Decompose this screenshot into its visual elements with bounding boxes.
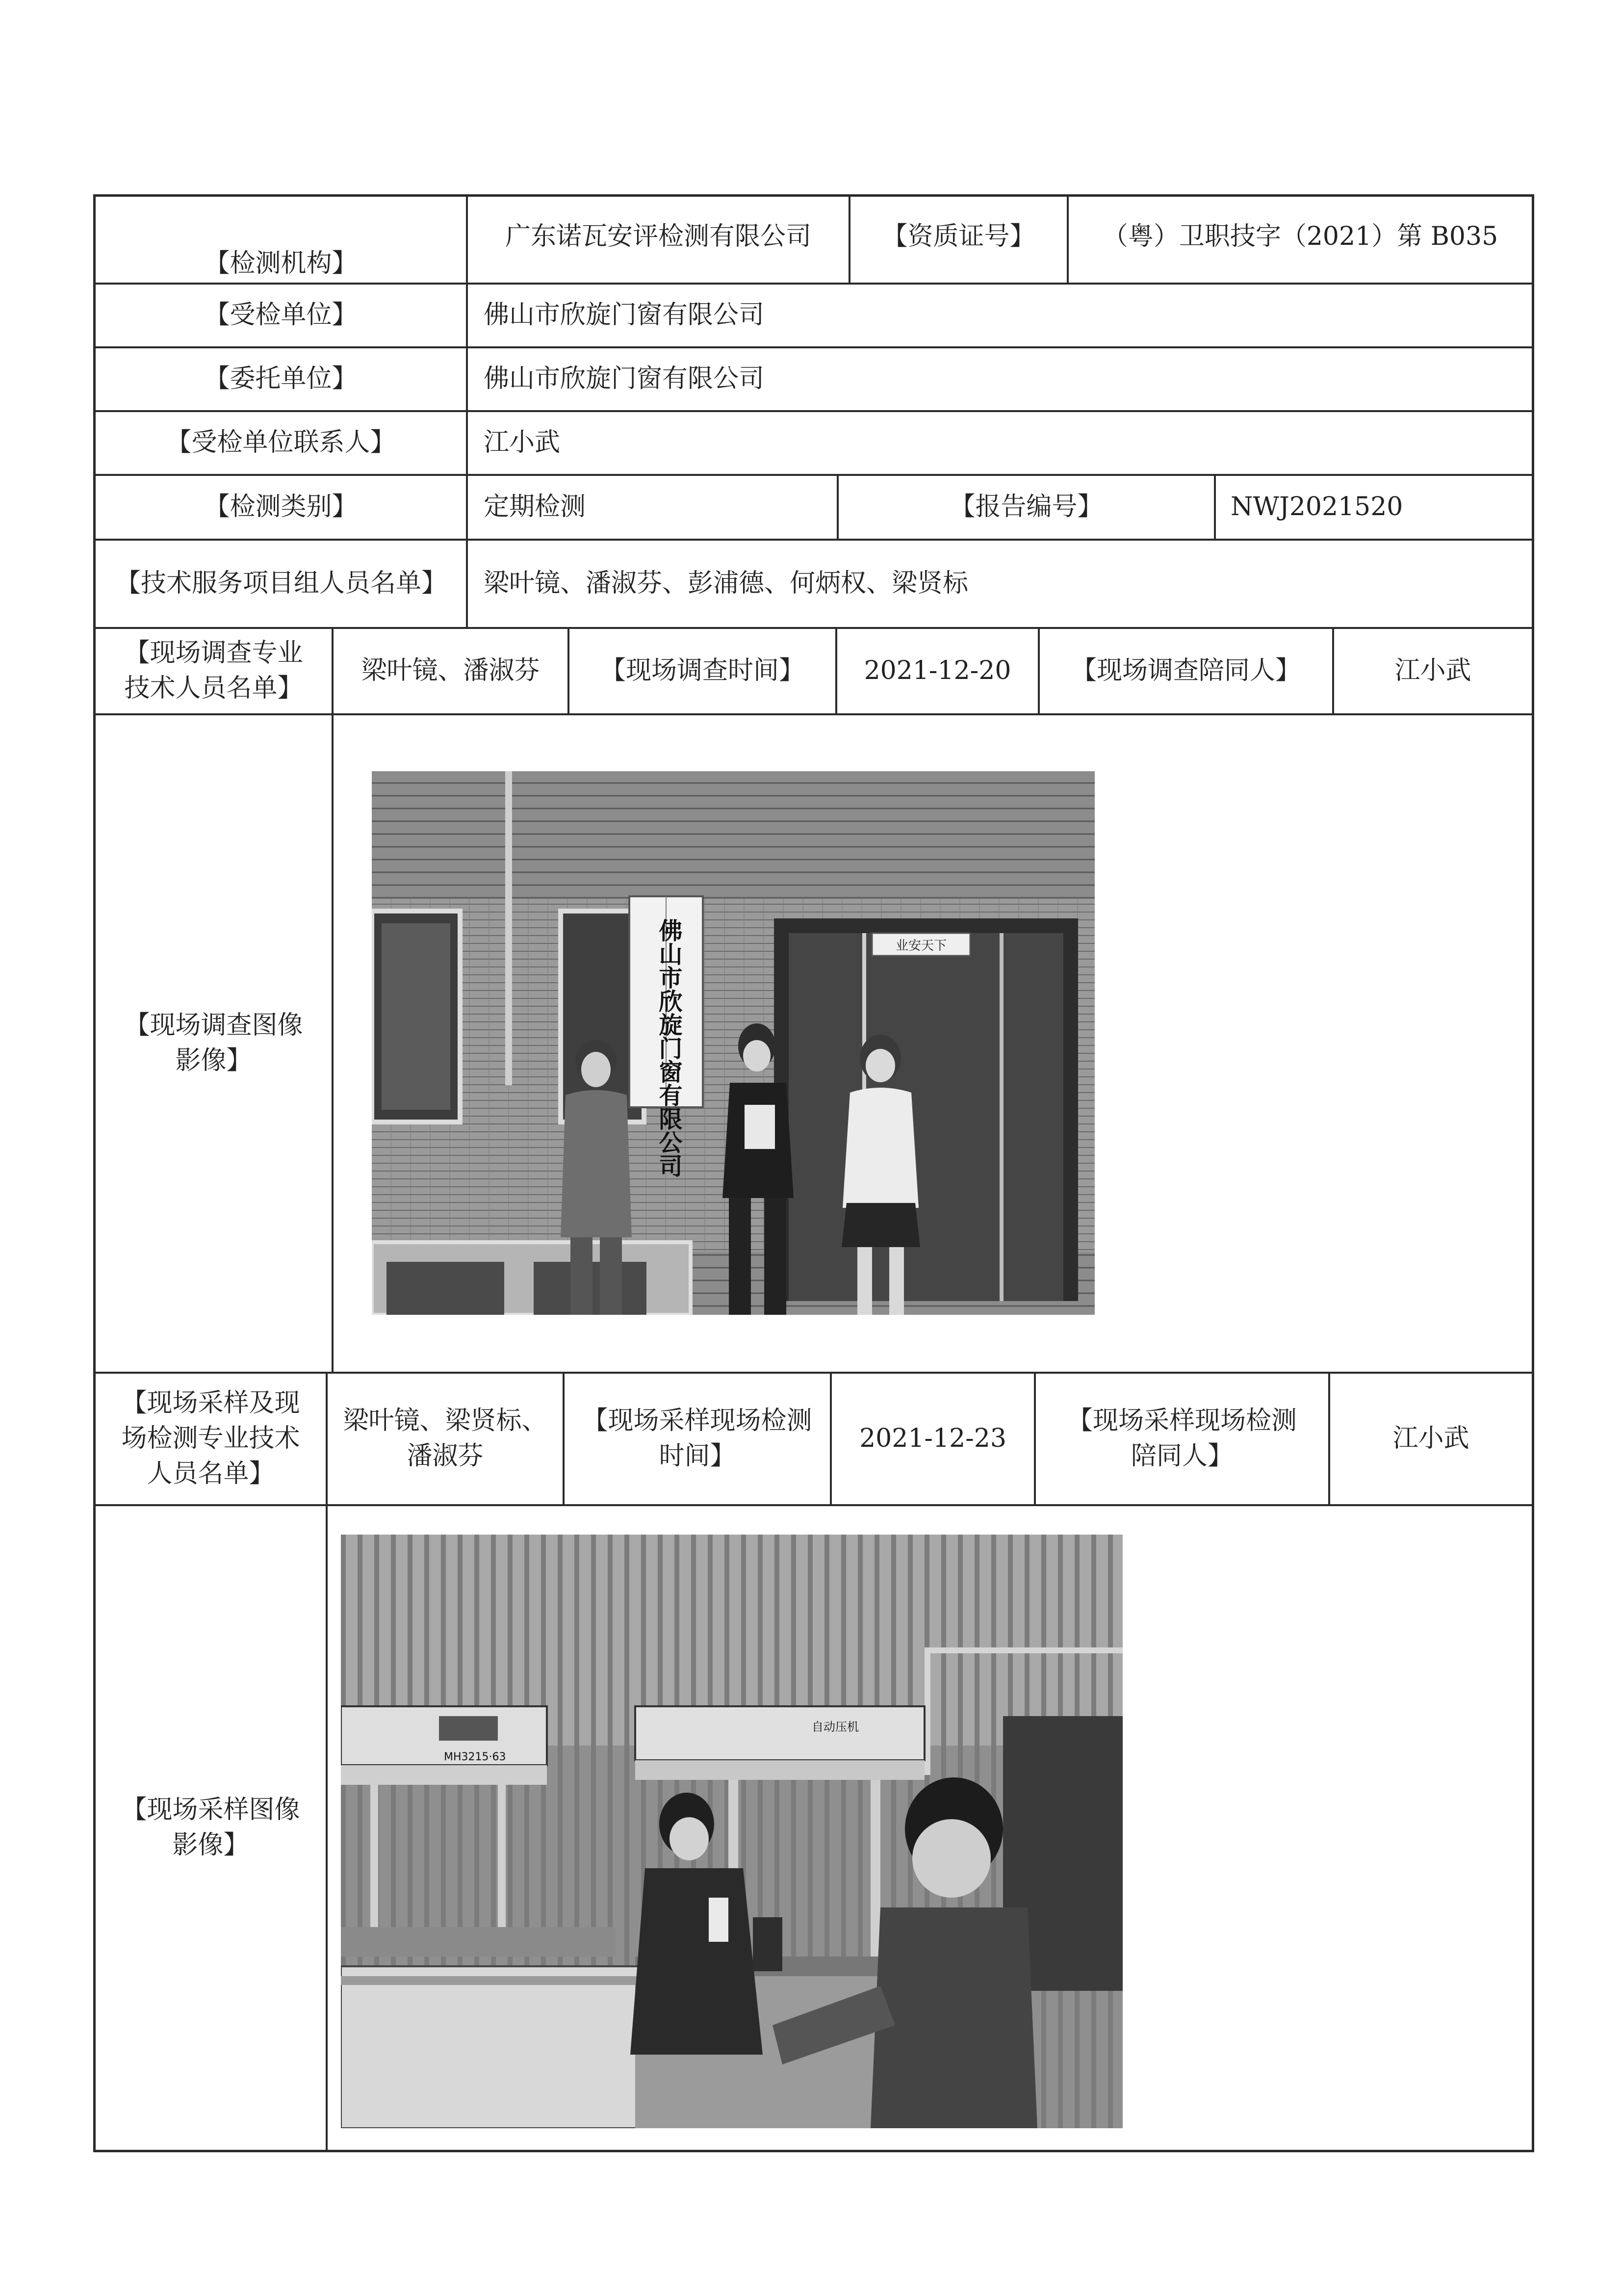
- vline: [332, 713, 334, 1374]
- sign-main-text: 佛山市欣旋门窗有限公司: [655, 918, 682, 1177]
- machine-right-label: 自动压机: [812, 1720, 859, 1734]
- vline: [326, 1504, 328, 2152]
- sampling-escort-value: 江小武: [1392, 1424, 1469, 1454]
- inspected-unit-value: 佛山市欣旋门窗有限公司: [484, 300, 765, 330]
- sampling-staff-label: 【现场采样及现场检测专业技术人员名单】: [121, 1388, 300, 1488]
- agency-value: 广东诺瓦安评检测有限公司: [505, 222, 811, 251]
- survey-staff-value: 梁叶镜、潘淑芬: [361, 656, 540, 686]
- contact-label: 【受检单位联系人】: [166, 428, 396, 458]
- survey-photo: [372, 771, 1095, 1315]
- agency-label: 【检测机构】: [204, 249, 358, 279]
- sampling-photo: [341, 1535, 1123, 2128]
- sampling-staff-value: 梁叶镜、梁贤标、潘淑芬: [343, 1406, 547, 1471]
- sampling-time-label: 【现场采样现场检测时间】: [582, 1406, 812, 1471]
- client-unit-label: 【委托单位】: [204, 364, 358, 394]
- survey-time-label: 【现场调查时间】: [600, 656, 804, 686]
- cert-value: （粤）卫职技字（2021）第 B035: [1102, 222, 1498, 251]
- category-value: 定期检测: [484, 492, 586, 522]
- survey-staff-label: 【现场调查专业技术人员名单】: [124, 638, 303, 703]
- hline: [93, 2150, 1534, 2152]
- sampling-escort-label: 【现场采样现场检测陪同人】: [1067, 1406, 1297, 1471]
- team-value: 梁叶镜、潘淑芬、彭浦德、何炳权、梁贤标: [484, 569, 969, 599]
- survey-photo-label: 【现场调查图像影像】: [124, 1011, 303, 1075]
- cert-label: 【资质证号】: [882, 222, 1035, 251]
- client-unit-value: 佛山市欣旋门窗有限公司: [484, 364, 765, 394]
- category-label: 【检测类别】: [204, 492, 358, 522]
- report-number-value: NWJ2021520: [1231, 492, 1403, 522]
- sampling-photo-label: 【现场采样图像影像】: [121, 1795, 300, 1860]
- survey-escort-value: 江小武: [1394, 656, 1471, 686]
- team-label: 【技术服务项目组人员名单】: [115, 569, 447, 599]
- table-border-right: [1532, 194, 1534, 2152]
- survey-time-value: 2021-12-20: [864, 656, 1011, 686]
- machine-left-label: MH3215·63: [444, 1751, 506, 1763]
- inspected-unit-label: 【受检单位】: [204, 300, 358, 330]
- sampling-time-value: 2021-12-23: [859, 1424, 1006, 1454]
- report-number-label: 【报告编号】: [950, 492, 1103, 522]
- door-plaque-text: 业安天下: [895, 939, 947, 953]
- contact-value: 江小武: [484, 428, 561, 458]
- survey-escort-label: 【现场调查陪同人】: [1071, 656, 1301, 686]
